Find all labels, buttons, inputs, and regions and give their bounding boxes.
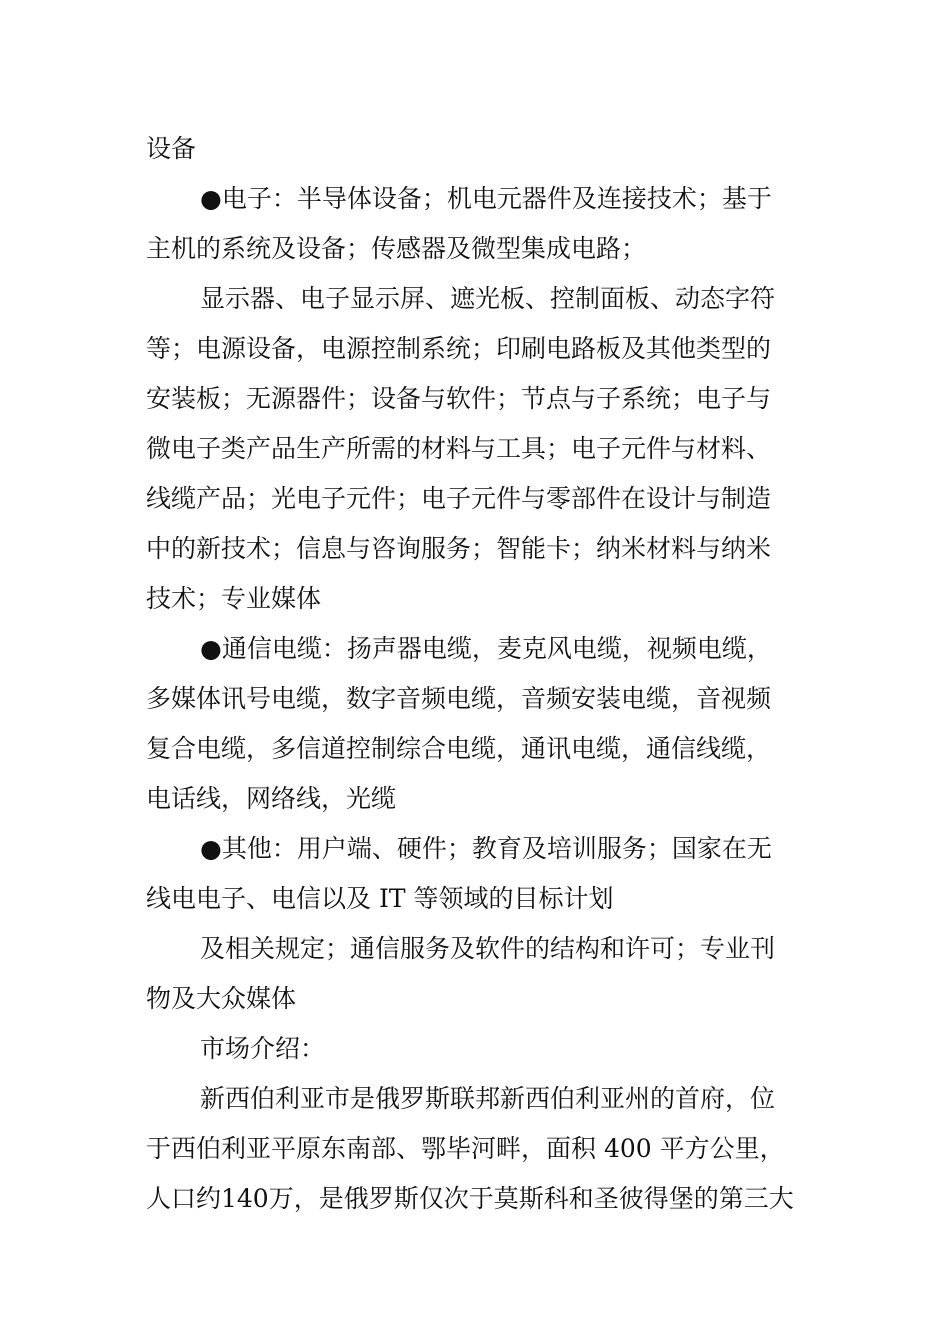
text-line: 设备: [146, 134, 197, 163]
text-line: 线电电子、电信以及 IT 等领域的目标计划: [146, 884, 614, 913]
text-line: 人口约140万，是俄罗斯仅次于莫斯科和圣彼得堡的第三大: [146, 1184, 794, 1213]
text-line: 技术；专业媒体: [146, 584, 322, 613]
text-line: 安装板；无源器件；设备与软件；节点与子系统；电子与: [146, 384, 772, 413]
text-line: ●通信电缆：扬声器电缆，麦克风电缆，视频电缆，: [200, 634, 772, 663]
text-line: 及相关规定；通信服务及软件的结构和许可；专业刊: [200, 934, 776, 963]
text-line: 电话线，网络线，光缆: [146, 784, 397, 813]
text-line: 微电子类产品生产所需的材料与工具；电子元件与材料、: [146, 434, 772, 463]
text-line: 显示器、电子显示屏、遮光板、控制面板、动态字符: [200, 284, 776, 313]
text-line: 中的新技术；信息与咨询服务；智能卡；纳米材料与纳米: [146, 534, 772, 563]
text-line: 多媒体讯号电缆，数字音频电缆，音频安装电缆，音视频: [146, 684, 772, 713]
text-line: ●电子：半导体设备；机电元器件及连接技术；基于: [200, 184, 772, 213]
text-line: 物及大众媒体: [146, 984, 297, 1013]
text-line: 等；电源设备，电源控制系统；印刷电路板及其他类型的: [146, 334, 772, 363]
document-body: [146, 124, 810, 1224]
text-line: 主机的系统及设备；传感器及微型集成电路；: [146, 234, 647, 263]
text-line: 于西伯利亚平原东南部、鄂毕河畔，面积 400 平方公里，: [146, 1134, 785, 1163]
text-line: ●其他：用户端、硬件；教育及培训服务；国家在无: [200, 834, 772, 863]
text-line: 线缆产品；光电子元件；电子元件与零部件在设计与制造: [146, 484, 772, 513]
text-line: 新西伯利亚市是俄罗斯联邦新西伯利亚州的首府，位: [200, 1084, 776, 1113]
text-line: 复合电缆，多信道控制综合电缆，通讯电缆，通信线缆，: [146, 734, 772, 763]
section-heading: 市场介绍：: [200, 1034, 326, 1063]
